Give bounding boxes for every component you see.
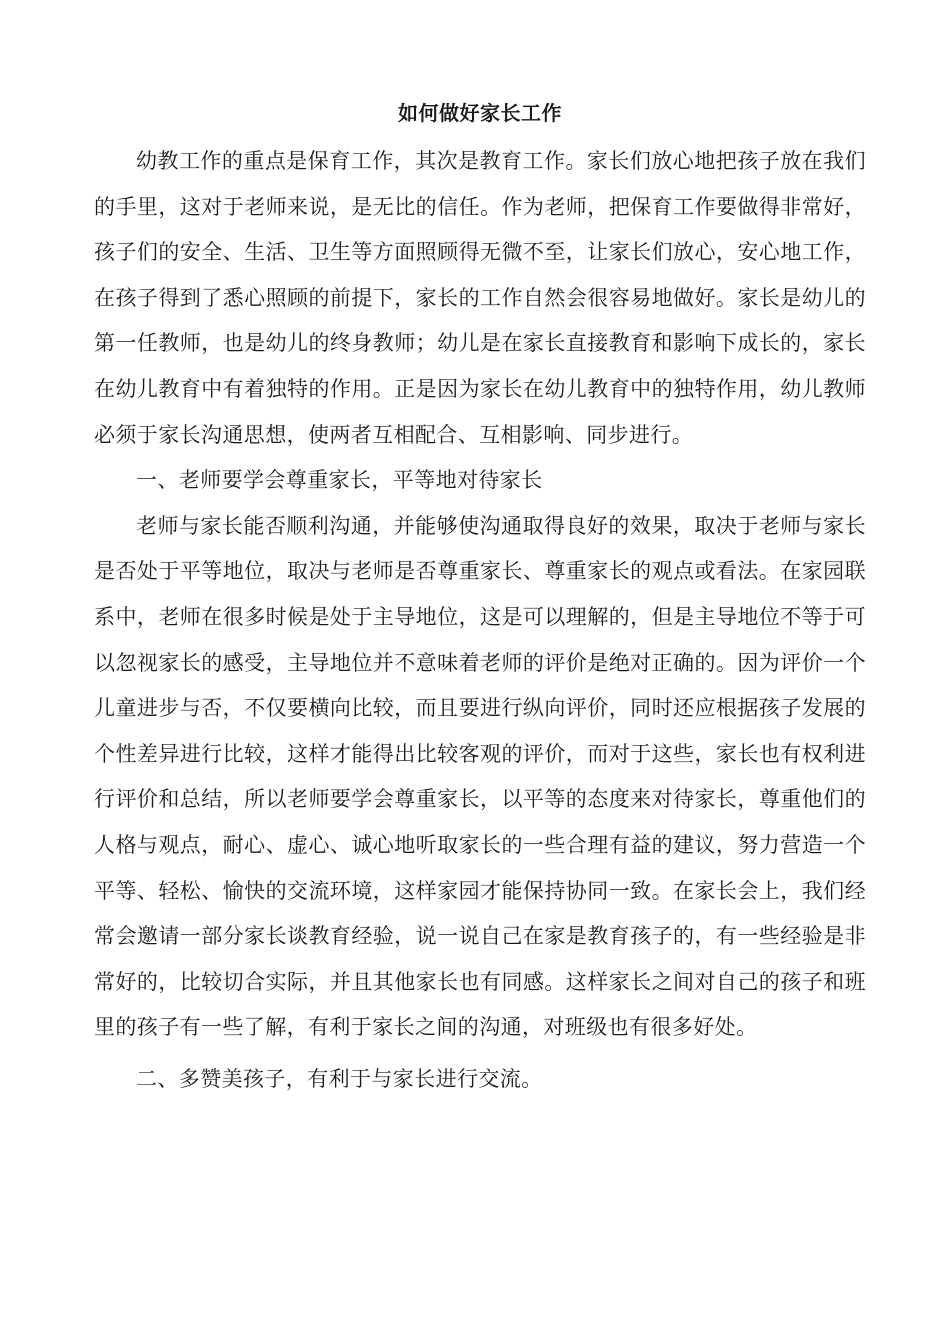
intro-paragraph: 幼教工作的重点是保育工作，其次是教育工作。家长们放心地把孩子放在我们的手里，这对于老师来说，是无比的信任。作为老师，把保育工作要做得非常好，孩子们的安全、生活、卫生等方面照顾得无微不至，让家长们放心，安心地工作，在孩子得到了悉心照顾的前提下，家长的工作自然会很容易地做好。家长是幼儿的第一任教师，也是幼儿的终身教师；幼儿是在家长直接教育和影响下成长的，家长在幼儿教育中有着独特的作用。正是因为家长在幼儿教育中的独特作用，幼儿教师必须于家长沟通思想，使两者互相配合、互相影响、同步进行。 (94, 149, 866, 447)
section-heading-2: 二、多赞美孩子，有利于与家长进行交流。 (136, 1066, 543, 1091)
section-heading-1: 一、老师要学会尊重家长，平等地对待家长 (136, 468, 543, 493)
document-title: 如何做好家长工作 (398, 101, 562, 125)
section-1-paragraph: 老师与家长能否顺利沟通，并能够使沟通取得良好的效果，取决于老师与家长是否处于平等地位，取决与老师是否尊重家长、尊重家长的观点或看法。在家园联系中，老师在很多时候是处于主导地位，这是可以理解的，但是主导地位不等于可以忽视家长的感受，主导地位并不意味着老师的评价是绝对正确的。因为评价一个儿童进步与否，不仅要横向比较，而且要进行纵向评价，同时还应根据孩子发展的个性差异进行比较，这样才能得出比较客观的评价，而对于这些，家长也有权利进行评价和总结，所以老师要学会尊重家长，以平等的态度来对待家长，尊重他们的人格与观点，耐心、虚心、诚心地听取家长的一些合理有益的建议，努力营造一个平等、轻松、愉快的交流环境，这样家园才能保持协同一致。在家长会上，我们经常会邀请一部分家长谈教育经验，说一说自己在家是教育孩子的，有一些经验是非常好的，比较切合实际，并且其他家长也有同感。这样家长之间对自己的孩子和班里的孩子有一些了解，有利于家长之间的沟通，对班级也有很多好处。 (94, 513, 866, 1040)
